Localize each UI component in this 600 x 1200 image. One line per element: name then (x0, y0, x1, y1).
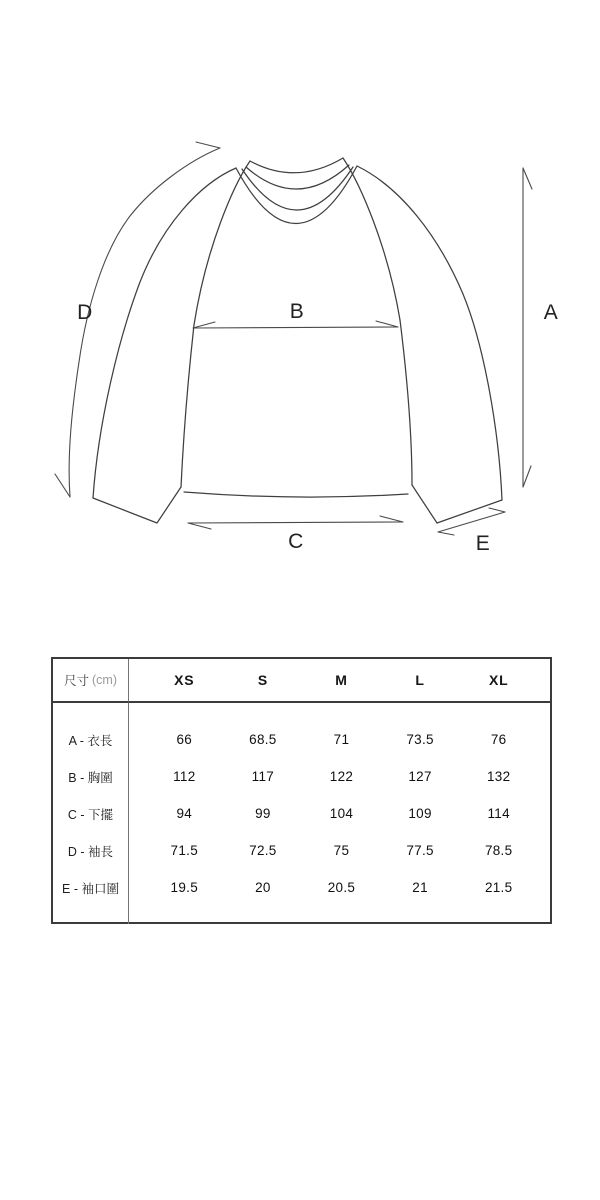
value-cell: 127 (408, 769, 432, 784)
collar-neckline (250, 158, 343, 173)
value-cell: 77.5 (406, 843, 434, 858)
value-cell: 78.5 (484, 843, 513, 858)
spacer-cell (129, 721, 145, 758)
row-label: E - 袖口圍 (53, 869, 129, 906)
body-side-right (400, 320, 412, 485)
value-cell: 66 (176, 732, 193, 747)
hem-line (184, 492, 408, 497)
value-cell: 73.5 (406, 732, 434, 747)
value-cell: 104 (329, 806, 354, 821)
measure-label-e: E (475, 532, 491, 555)
spacer-cell (538, 869, 550, 906)
measure-label-d: D (77, 301, 93, 324)
spacer-cell (53, 906, 129, 924)
measure-arrow-a (523, 168, 532, 487)
sleeve-right-outer-edge (357, 166, 502, 500)
dimension-label: 尺寸 (63, 674, 89, 688)
value-cell: 117 (251, 769, 275, 784)
measure-label-b: B (289, 300, 305, 323)
size-header-s: S (224, 659, 303, 703)
size-header-m: M (302, 659, 381, 703)
spacer-cell (538, 758, 550, 795)
value-cell: 68.5 (249, 732, 277, 747)
collar-band (236, 166, 357, 224)
value-cell: 19.5 (170, 880, 199, 895)
spacer-cell (538, 795, 550, 832)
value-cell: 122 (329, 769, 354, 784)
row-label: C - 下擺 (53, 795, 129, 832)
value-cell: 71 (333, 732, 350, 747)
table-header-dimension (53, 659, 129, 703)
value-cell: 109 (408, 806, 432, 821)
spacer-cell (538, 721, 550, 758)
value-cell: 114 (487, 806, 510, 821)
value-cell: 94 (176, 806, 193, 821)
row-label: B - 胸圍 (53, 758, 129, 795)
value-cell: 20.5 (327, 880, 356, 895)
value-cell: 75 (333, 843, 350, 858)
measure-label-a: A (543, 301, 559, 324)
value-cell: 21 (412, 880, 428, 895)
spacer-cell (129, 832, 145, 869)
spacer-cell (53, 703, 129, 721)
sweater-outline (93, 158, 502, 523)
spacer-cell (129, 869, 145, 906)
value-cell: 112 (173, 769, 196, 784)
raglan-seam-right (343, 158, 400, 320)
size-table (51, 657, 552, 924)
row-label: A - 衣長 (53, 721, 129, 758)
value-cell: 99 (255, 806, 271, 821)
measurement-arrows (55, 142, 532, 535)
measure-arrow-c (188, 516, 403, 529)
value-cell: 132 (486, 769, 511, 784)
size-header-xs: XS (145, 659, 224, 703)
size-header-xl: XL (459, 659, 538, 703)
sleeve-left-outer-edge (93, 168, 236, 498)
row-label: D - 袖長 (53, 832, 129, 869)
value-cell: 21.5 (484, 880, 513, 895)
cuff-left (93, 487, 181, 523)
dimension-unit: (cm) (92, 673, 117, 687)
value-cell: 71.5 (170, 843, 199, 858)
spacer-cell (129, 906, 550, 924)
measure-label-c: C (288, 530, 304, 553)
header-spacer (129, 659, 145, 703)
body-side-left (181, 325, 194, 487)
spacer-cell (538, 832, 550, 869)
value-cell: 20 (255, 880, 271, 895)
spacer-cell (129, 758, 145, 795)
header-spacer (538, 659, 550, 703)
value-cell: 76 (490, 732, 507, 747)
spacer-cell (129, 703, 550, 721)
size-header-l: L (381, 659, 460, 703)
collar-fold-inner (246, 165, 349, 189)
raglan-seam-left (194, 161, 250, 325)
value-cell: 72.5 (249, 843, 277, 858)
spacer-cell (129, 795, 145, 832)
measure-arrow-e (438, 508, 505, 535)
